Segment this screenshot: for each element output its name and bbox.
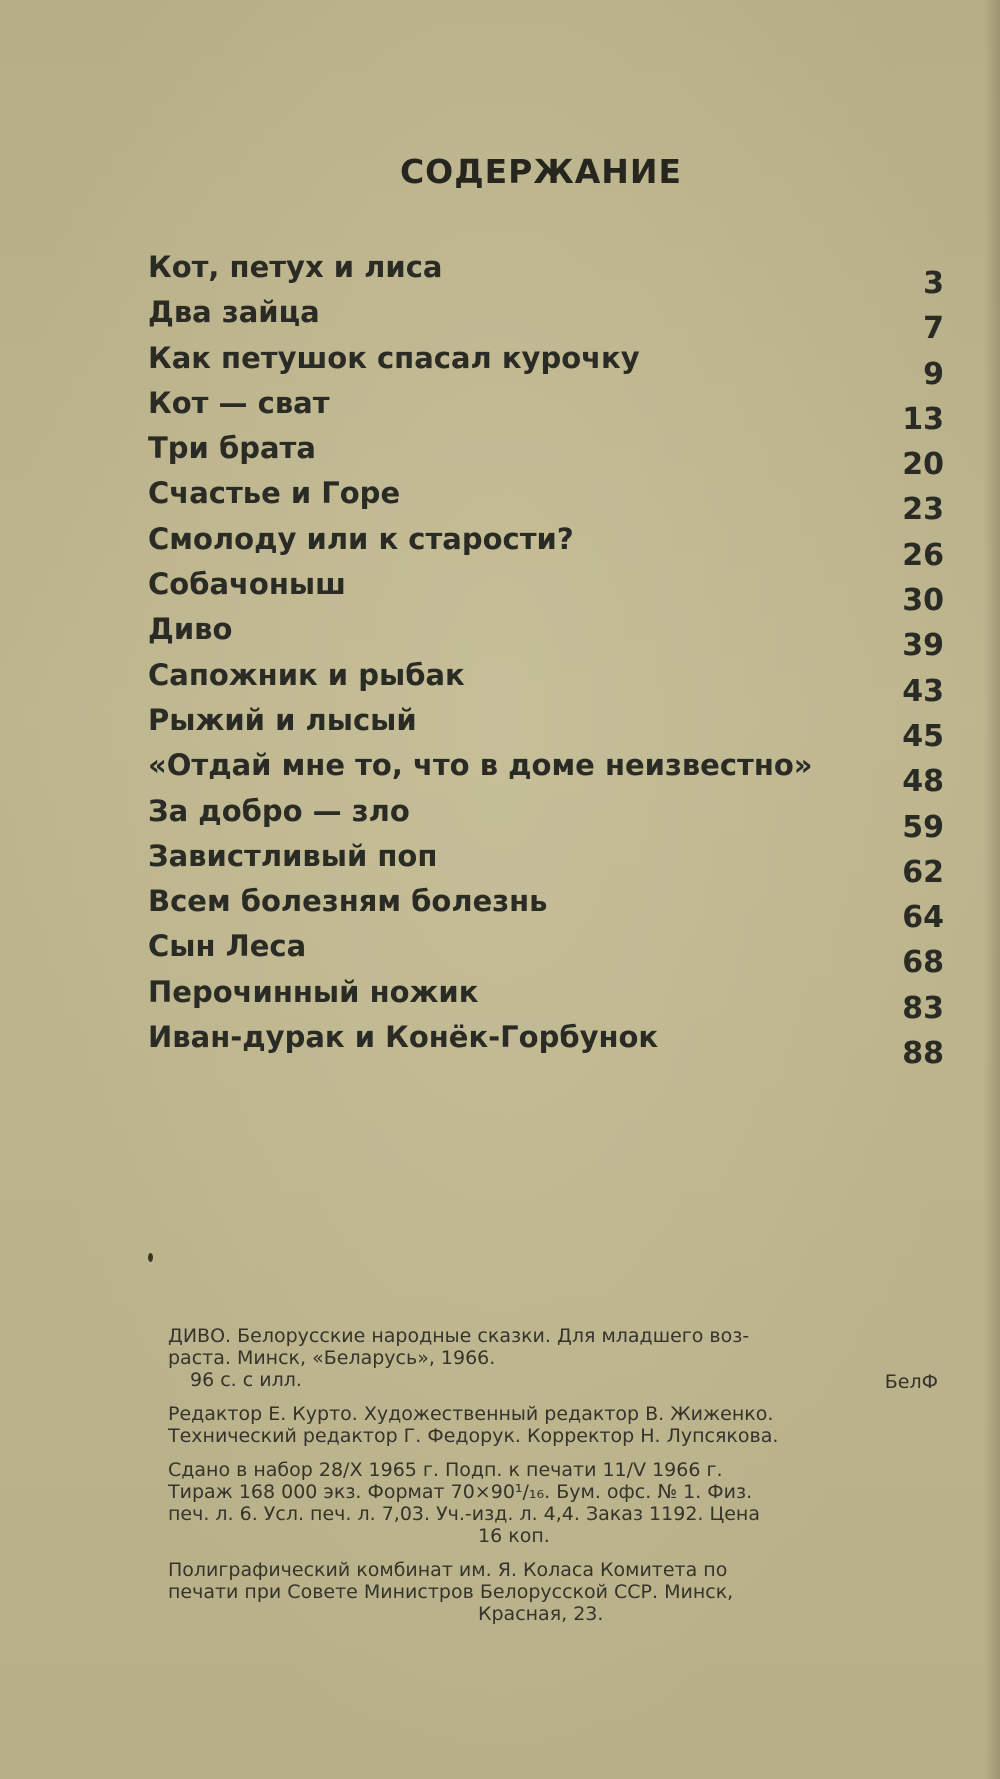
toc-entry <box>148 884 944 936</box>
toc-entry-title: Как петушок спасал курочку <box>148 340 640 375</box>
toc-entry-title: Всем болезням болезнь <box>148 884 548 919</box>
toc-entry-title: Кот, петух и лиса <box>148 250 443 284</box>
toc-heading: СОДЕРЖАНИЕ <box>399 152 683 191</box>
toc-entry-page: 20 <box>902 447 944 483</box>
toc-entry-title: Иван-дурак и Конёк-Горбунок <box>148 1020 659 1055</box>
toc-entry-page: 64 <box>902 900 944 936</box>
toc-entry-page: 23 <box>902 492 944 528</box>
toc-entry-title: Собачоныш <box>148 567 346 602</box>
toc-entry-page: 48 <box>902 764 944 800</box>
toc-entry-page: 9 <box>923 356 944 392</box>
toc-entry <box>148 657 944 709</box>
toc-entry-page: 68 <box>902 945 944 981</box>
toc-entry-page: 83 <box>902 990 944 1026</box>
toc-entry <box>148 1020 944 1072</box>
imprint-print-info: 16 коп. <box>478 1525 550 1547</box>
toc-entry-page: 3 <box>923 266 944 301</box>
imprint-line: 96 с. с илл. <box>190 1369 302 1391</box>
toc-entry <box>148 295 944 347</box>
toc-entry <box>148 702 944 754</box>
imprint-code: БелФ <box>884 1371 938 1393</box>
toc-entry-title: Смолоду или к старости? <box>148 521 574 556</box>
toc-entry <box>148 340 944 392</box>
toc-entry-title: Кот — сват <box>148 385 330 420</box>
imprint-printer: печати при Совете Министров Белорусской ССР. Минск, <box>168 1581 734 1603</box>
toc-entry-page: 62 <box>902 854 944 890</box>
toc-entry-page: 7 <box>923 311 944 347</box>
toc-entry-page: 43 <box>902 673 944 709</box>
imprint-line: ДИВО. Белорусские народные сказки. Для младшего воз- <box>168 1325 750 1347</box>
toc-entry <box>148 521 944 573</box>
toc-entry-title: За добро — зло <box>148 793 410 828</box>
imprint-editors: Технический редактор Г. Федорук. Корректор Н. Лупсякова. <box>168 1425 779 1447</box>
toc-entry-page: 26 <box>902 537 944 573</box>
toc-entry <box>148 567 944 619</box>
toc-entry-title: Завистливый поп <box>148 838 438 873</box>
ink-spot <box>148 1253 153 1262</box>
toc-entry-page: 13 <box>902 401 944 437</box>
imprint-block <box>168 1325 948 1625</box>
toc-entry <box>148 838 944 890</box>
imprint-printer: Красная, 23. <box>478 1603 604 1625</box>
toc-entry-title: Перочинный ножик <box>148 974 479 1009</box>
toc-entry-page: 30 <box>902 583 944 619</box>
page-edge-shadow <box>984 0 1000 1779</box>
imprint-bibliographic <box>168 1325 948 1391</box>
toc-entry-title: Два зайца <box>148 295 320 330</box>
imprint-print-info: Тираж 168 000 экз. Формат 70×90¹/₁₆. Бум. офс. № 1. Физ. <box>168 1481 753 1503</box>
toc-entry <box>148 250 944 301</box>
toc-entry <box>148 748 944 800</box>
imprint-print-info: печ. л. 6. Усл. печ. л. 7,03. Уч.-изд. л. 4,4. Заказ 1192. Цена <box>168 1503 760 1525</box>
toc-entry <box>148 431 944 483</box>
imprint-line: раста. Минск, «Беларусь», 1966. <box>168 1347 496 1369</box>
toc-entry-title: «Отдай мне то, что в доме неизвестно» <box>148 748 813 783</box>
toc-entry-page: 45 <box>902 718 944 754</box>
imprint-print-info: Сдано в набор 28/X 1965 г. Подп. к печати 11/V 1966 г. <box>168 1459 723 1481</box>
imprint-editors: Редактор Е. Курто. Художественный редактор В. Жиженко. <box>168 1403 774 1425</box>
toc-list <box>148 250 944 1072</box>
toc-entry <box>148 793 944 845</box>
toc-entry-page: 39 <box>902 628 944 664</box>
toc-entry <box>148 612 944 664</box>
toc-entry <box>148 929 944 981</box>
toc-entry <box>148 974 944 1026</box>
toc-entry-title: Счастье и Горе <box>148 476 401 511</box>
toc-entry-title: Сапожник и рыбак <box>148 657 465 692</box>
toc-entry <box>148 476 944 528</box>
toc-entry-page: 59 <box>902 809 944 845</box>
toc-entry-title: Рыжий и лысый <box>148 702 417 737</box>
toc-entry-title: Три брата <box>148 431 316 466</box>
imprint-printer: Полиграфический комбинат им. Я. Коласа Комитета по <box>168 1559 728 1581</box>
toc-entry-title: Сын Леса <box>148 929 307 964</box>
toc-entry-title: Диво <box>148 612 233 647</box>
toc-entry-page: 88 <box>902 1036 944 1072</box>
toc-entry <box>148 385 944 437</box>
